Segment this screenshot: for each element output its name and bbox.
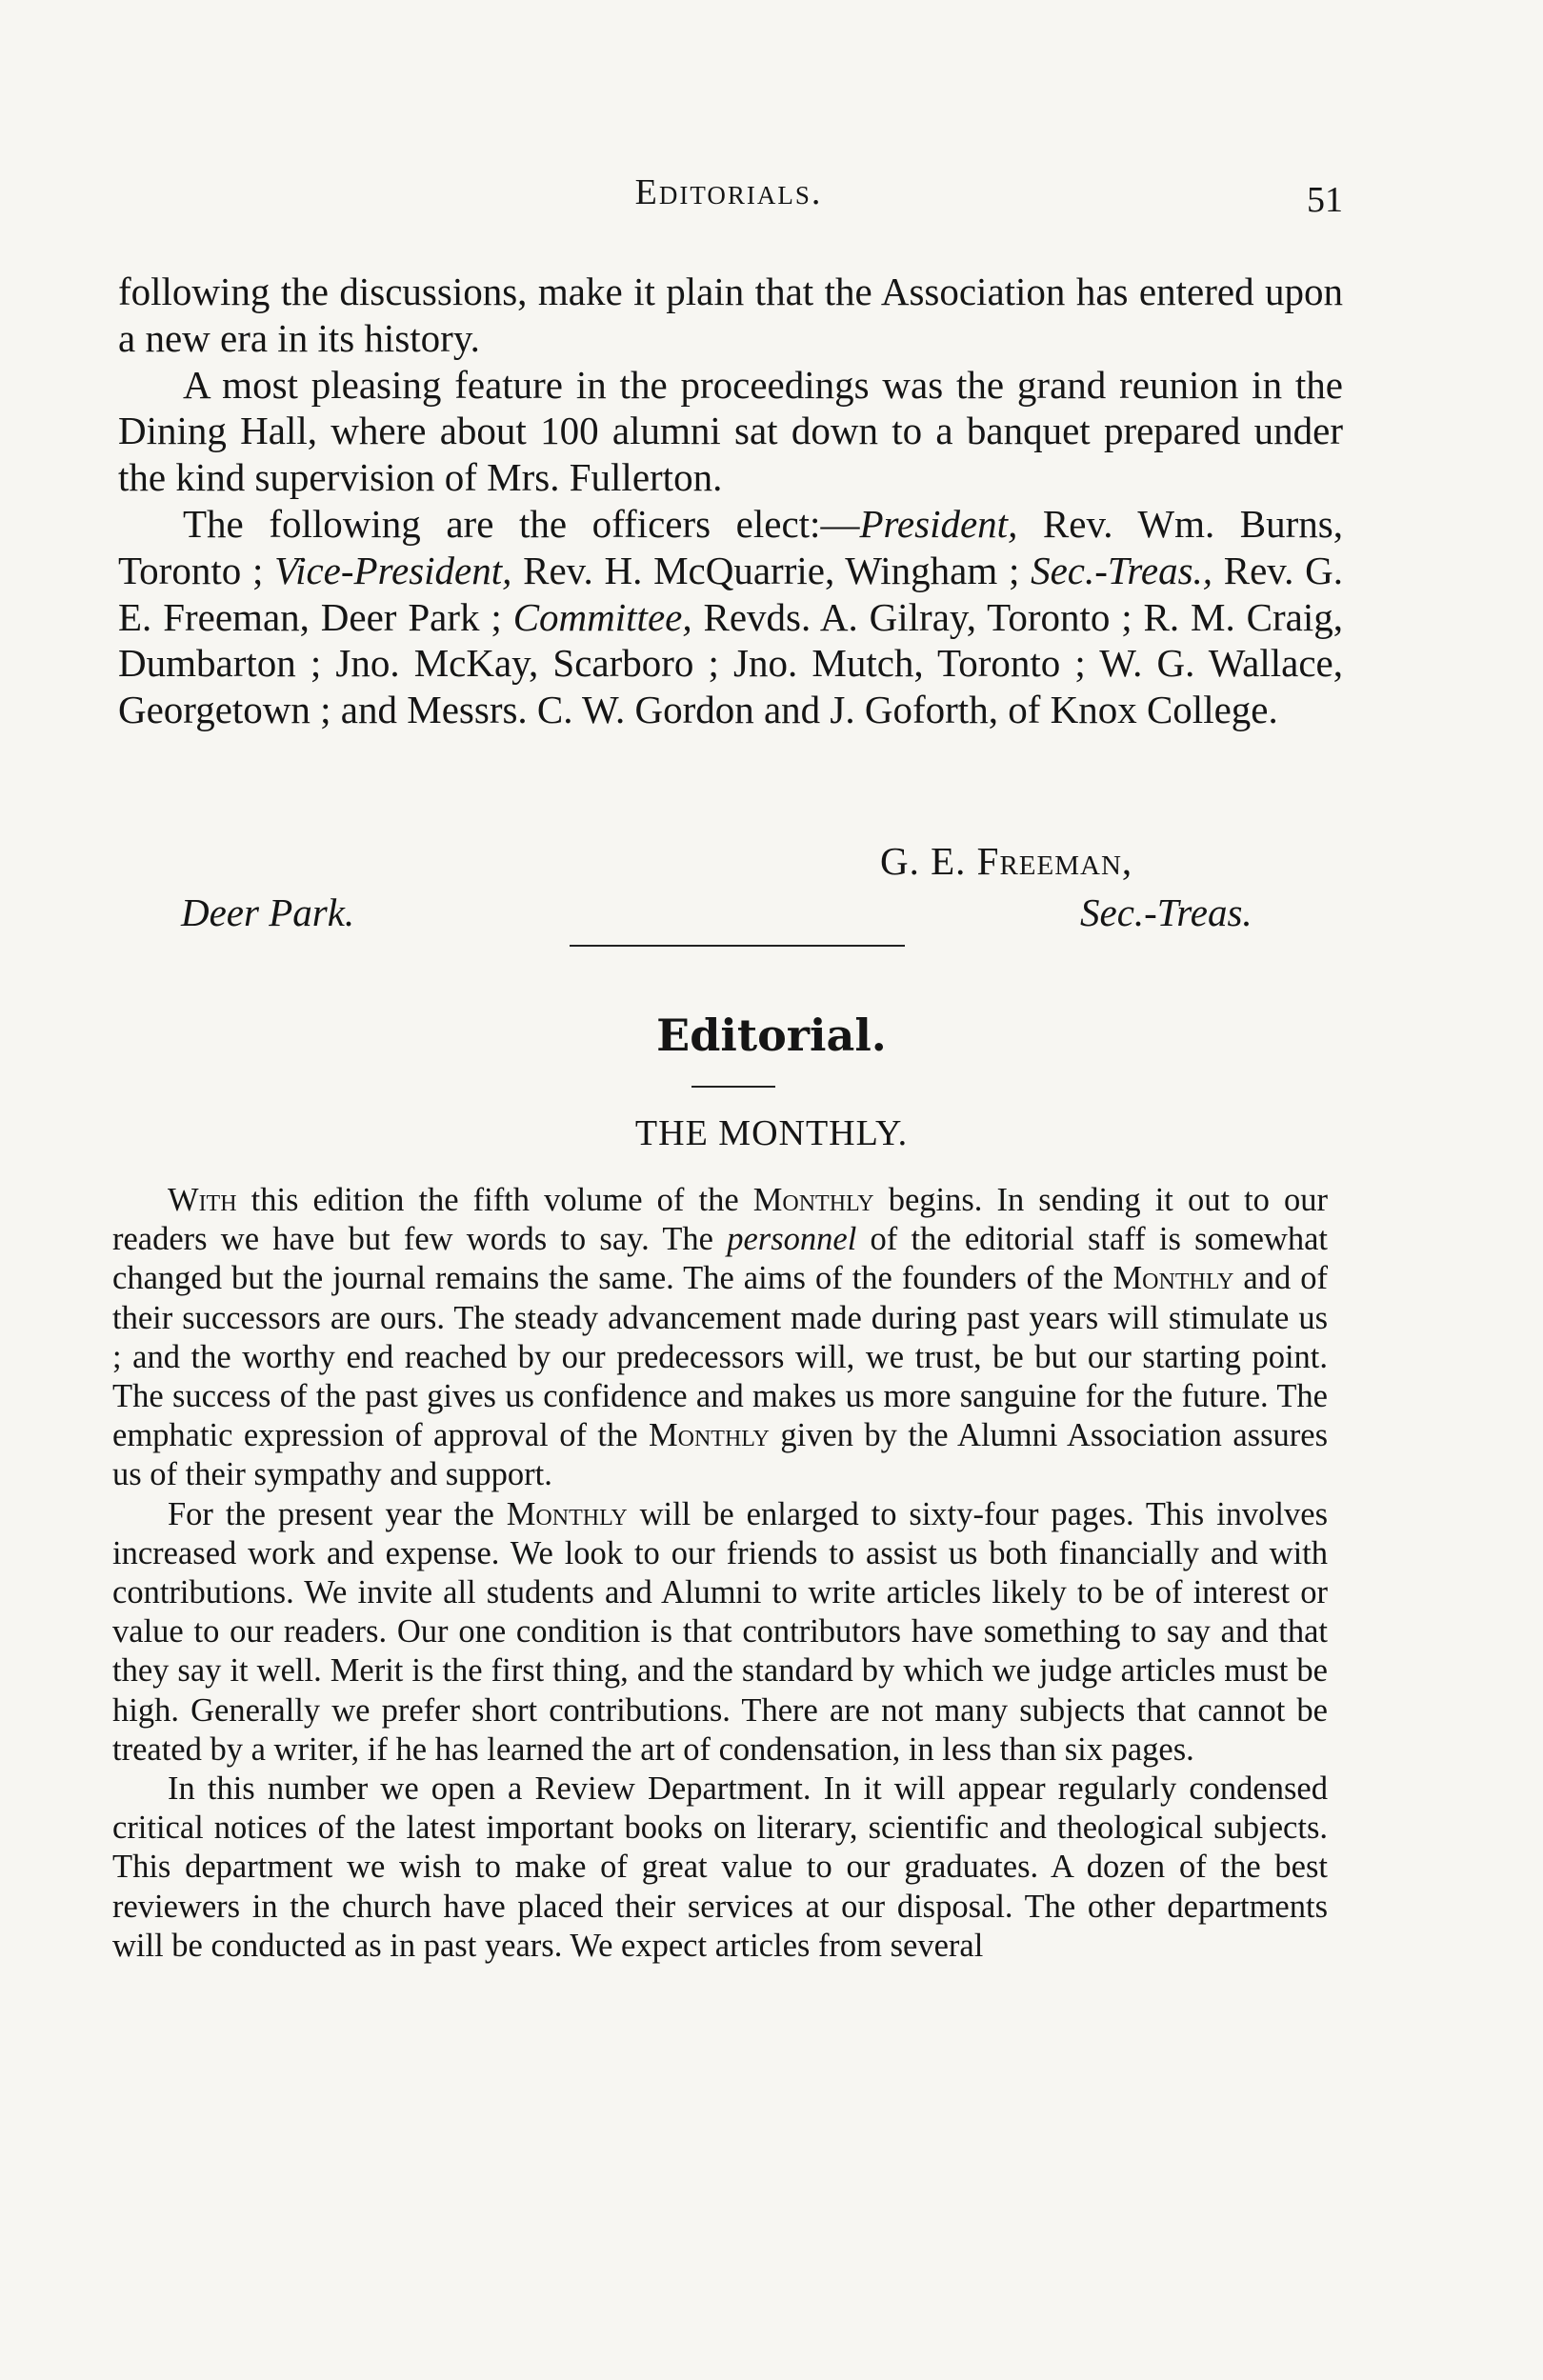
signoff xyxy=(118,838,1343,943)
monthly-name: Monthly xyxy=(752,1182,874,1218)
text-run: given by the Alumni Association assures us of their sympathy and support. xyxy=(112,1417,1328,1493)
running-head xyxy=(114,171,1343,229)
text-run: begins. In sending it out to our readers we have but few words to say. The xyxy=(112,1182,1328,1258)
monthly-name: Monthly xyxy=(648,1417,770,1454)
paragraph-continuation: following the discussions, make it plain that the Association has entered upon a new era in its history. xyxy=(118,270,1343,360)
section-heading: Editorial. xyxy=(656,1010,887,1061)
article-paragraph-1 xyxy=(112,1181,1328,1495)
article-title: THE MONTHLY. xyxy=(634,1113,909,1153)
president-text: Rev. Wm. Burns, Toronto ; xyxy=(118,501,1344,592)
text-run: For the present year the xyxy=(168,1495,507,1532)
paragraph-reunion: A most pleasing feature in the proceedings was the grand reunion in the Dining Hall, where about 100 alumni sat down to a banquet prepared under the kind supervision of Mrs. Fullerton. xyxy=(118,362,1343,500)
article-paragraph-3: In this number we open a Review Department. In it will appear regularly condensed critical notices of the latest important books on literary, scientific and theological subjects. This department we wish to make of great value to our graduates. A dozen of the best reviewers in the church have placed their services at our disposal. The other departments will be conducted as in past years. We expect articles from several xyxy=(112,1770,1328,1964)
committee-text: Revds. A. Gilray, Toronto ; R. M. Craig, Dumbarton ; Jno. McKay, Scarboro ; Jno. Mutch, Toronto ; W. G. Wallace, Georgetown ; and Messrs. C. W. Gordon and J. Goforth, of Knox College. xyxy=(118,594,1343,732)
article-body xyxy=(112,1181,1328,1966)
text-run: will be enlarged to sixty-four pages. This involves increased work and expense. We look to our friends to assist us both financially and with contributions. We invite all students and Alumni to write articles likely to be of interest or value to our readers. Our one condition is that contributors have something to say and that they say it well. Merit is the first thing, and the standard by which we judge articles must be high. Generally we prefer short contributions. There are not many subjects that cannot be treated by a writer, if he has learned the art of condensation, in less than six pages. xyxy=(112,1495,1328,1768)
president-label: President, xyxy=(859,501,1018,546)
monthly-name: Monthly xyxy=(506,1495,628,1532)
officers-lead: The following are the officers elect:— xyxy=(183,501,860,546)
section-divider xyxy=(570,945,905,947)
personnel-word: personnel xyxy=(727,1221,857,1258)
paragraph-officers xyxy=(118,501,1343,733)
running-title: Editorials. xyxy=(634,172,823,212)
heading-rule xyxy=(691,1086,775,1088)
committee-label: Committee, xyxy=(512,594,692,639)
text-run: this edition the fifth volume of the xyxy=(236,1182,753,1218)
page-number: 51 xyxy=(1307,180,1343,220)
sec-treas-text: Rev. G. E. Freeman, Deer Park ; xyxy=(118,548,1343,639)
monthly-name: Monthly xyxy=(1112,1260,1234,1297)
article-paragraph-2 xyxy=(112,1495,1328,1770)
signoff-title: Sec.-Treas. xyxy=(1080,890,1252,934)
text-run: and of their successors are ours. The steady advancement made during past years will stimulate us ; and the worthy end reached by our predecessors will, we trust, be but our starting point. The success of the past gives us confidence and makes us more sanguine for the future. The emphatic expression of approval of the xyxy=(112,1260,1328,1454)
signoff-name: G. E. Freeman, xyxy=(880,839,1133,883)
dropword-with: With xyxy=(168,1182,237,1218)
text-run: of the editorial staff is somewhat changed but the journal remains the same. The aims of the founders of the xyxy=(112,1221,1328,1297)
upper-text-block xyxy=(118,269,1343,733)
vice-president-text: Rev. H. McQuarrie, Wingham ; xyxy=(511,548,1032,592)
signoff-place: Deer Park. xyxy=(181,890,355,934)
vice-president-label: Vice-President, xyxy=(274,548,512,592)
sec-treas-label: Sec.-Treas., xyxy=(1031,548,1213,592)
